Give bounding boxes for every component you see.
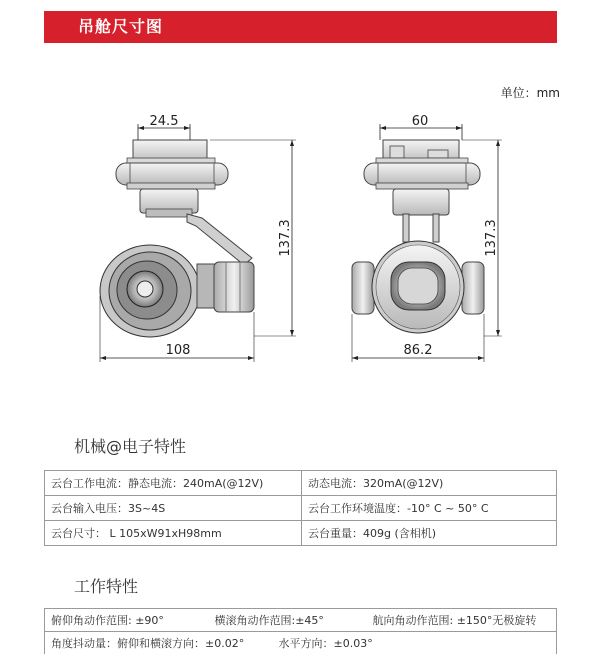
front-top-width: 60: [411, 114, 429, 129]
front-view: [352, 114, 502, 362]
side-top-width: 24.5: [149, 114, 179, 129]
spec-cell: 俯仰角动作范围: ±90°: [45, 609, 209, 632]
banner-title: 吊舱尺寸图: [78, 17, 164, 36]
spec-cell: 动态电流：320mA(@12V): [302, 471, 557, 496]
table-row: [45, 609, 557, 632]
spec-cell: 云台尺寸： L 105xW91xH98mm: [45, 521, 302, 546]
front-total-height: 137.3: [484, 219, 499, 257]
table-row: [45, 521, 557, 546]
spec-cell: 云台重量：409g (含相机): [302, 521, 557, 546]
mechanical-spec-table: [44, 470, 557, 546]
spec-cell: 航向角动作范围: ±150°无极旋转: [367, 609, 557, 632]
side-depth: 108: [165, 343, 191, 358]
table-row: [45, 632, 557, 655]
spec-cell: 水平方向：±0.03°: [278, 637, 373, 650]
working-spec-table: [44, 608, 557, 654]
side-view: [100, 114, 296, 362]
spec-cell: [367, 632, 557, 655]
table-row: [45, 471, 557, 496]
section-banner: [44, 11, 557, 43]
side-total-height: 137.3: [278, 219, 293, 257]
spec-cell: 横滚角动作范围:±45°: [209, 609, 367, 632]
table-row: [45, 496, 557, 521]
spec-cell: 角度抖动量：俯仰和横滚方向：±0.02°: [51, 637, 245, 650]
spec-cell: 云台工作电流：静态电流：240mA(@12V): [45, 471, 302, 496]
mechanical-section-title: 机械@电子特性: [74, 437, 187, 456]
spec-cell: 云台工作环境温度：-10° C ~ 50° C: [302, 496, 557, 521]
working-section-title: 工作特性: [74, 577, 139, 596]
gimbal-dimension-drawing: [0, 100, 600, 370]
unit-label: 单位：mm: [500, 86, 560, 100]
spec-cell: 云台输入电压：3S~4S: [45, 496, 302, 521]
front-width: 86.2: [403, 343, 433, 358]
